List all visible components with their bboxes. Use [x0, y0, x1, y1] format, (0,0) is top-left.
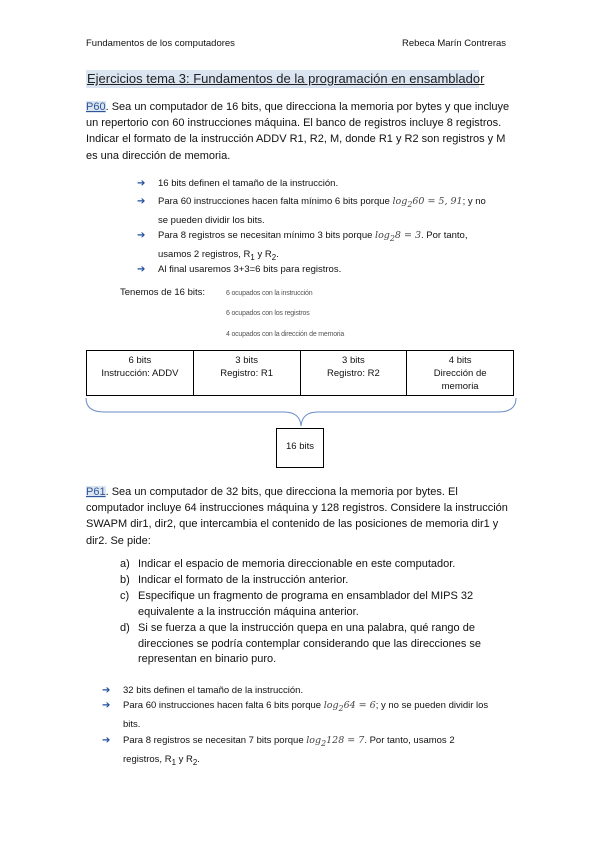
arrow-icon: ➔ — [137, 230, 146, 241]
p61-item-c: c) Especifique un fragmento de programa en ensamblador del MIPS 32 equivalente a la instrucción máquina anterior. — [120, 590, 474, 618]
instruction-format-table — [86, 350, 514, 396]
note-1: 6 ocupados con la instrucción — [226, 290, 313, 297]
p60-bullet-2: ➔ Para 60 instrucciones hacen falta mínimo 6 bits porque $\log_260 = 5$, 91; y no se pueden dividir los bits. — [137, 196, 486, 227]
p61-bullet-1: ➔ 32 bits definen el tamaño de la instrucción. — [102, 683, 514, 699]
p61-item-a: a) Indicar el espacio de memoria direccionable en este computador. — [120, 558, 456, 570]
arrow-icon: ➔ — [137, 178, 146, 189]
p61-bullet-2: ➔ Para 60 instrucciones hacen falta 6 bits porque $\log_264 = 6$; y no se pueden dividir los bits. — [102, 700, 489, 731]
arrow-icon: ➔ — [102, 685, 111, 696]
p61-paragraph: P61. Sea un computador de 32 bits, que direcciona la memoria por bytes. El computador incluye 64 instrucciones máquina y 128 registros. Considere la instrucción SWAPM dir1, dir2, que intercambia el contenido de las posiciones de memoria dir1 y dir2. Se pide: — [86, 486, 508, 547]
arrow-icon: ➔ — [102, 735, 111, 746]
p61-item-b: b) Indicar el formato de la instrucción anterior. — [120, 574, 349, 586]
table-cell-instruction: 6 bits Instrucción: ADDV — [87, 351, 194, 395]
arrow-icon: ➔ — [137, 264, 146, 275]
arrow-icon: ➔ — [102, 700, 111, 711]
table-cell-memory: 4 bits Dirección de memoria — [433, 355, 487, 392]
table-cell-r2: 3 bits Registro: R2 — [301, 351, 408, 395]
tenemos-label: Tenemos de 16 bits: — [120, 287, 206, 298]
header-right: Rebeca Marín Contreras — [402, 38, 507, 49]
p60-paragraph: P60. Sea un computador de 16 bits, que direcciona la memoria por bytes y que incluye un repertorio con 60 instrucciones máquina. El banco de registros incluye 8 registros. Indicar el formato de la instrucción ADDV R1, R2, M, donde R1 y R2 son registros y M es una dirección de memoria. — [86, 101, 510, 162]
p61-number: P61 — [86, 486, 106, 498]
page-title: Ejercicios tema 3: Fundamentos de la programación en ensamblador — [87, 71, 485, 86]
brace-icon — [84, 396, 518, 428]
p60-number: P60 — [86, 101, 106, 113]
p60-bullet-4: ➔ Al final usaremos 3+3=6 bits para registros. — [137, 262, 514, 278]
p60-bullet-1: ➔ 16 bits definen el tamaño de la instrucción. — [137, 176, 514, 192]
header-left: Fundamentos de los computadores — [86, 38, 235, 49]
arrow-icon: ➔ — [137, 196, 146, 207]
p60-bullet-3: ➔ Para 8 registros se necesitan mínimo 3 bits porque $\log_28 = 3$. Por tanto, usamos 2 registros, $R_1$ y $R_2$. — [137, 230, 468, 263]
p61-item-d: d) Si se fuerza a que la instrucción quepa en una palabra, qué rango de direcciones se podría contemplar considerando que las direcciones se representan en binario puro. — [120, 622, 482, 666]
table-cell-r1: 3 bits Registro: R1 — [194, 351, 301, 395]
total-bits-box: 16 bits — [276, 428, 324, 468]
p61-bullet-3: ➔ Para 8 registros se necesitan 7 bits porque $\log_2128 = 7$. Por tanto, usamos 2 registros, $R_1$ y $R_2$. — [102, 735, 455, 768]
note-3: 4 ocupados con la dirección de memoria — [226, 331, 345, 338]
note-2: 6 ocupados con los registros — [226, 310, 310, 317]
